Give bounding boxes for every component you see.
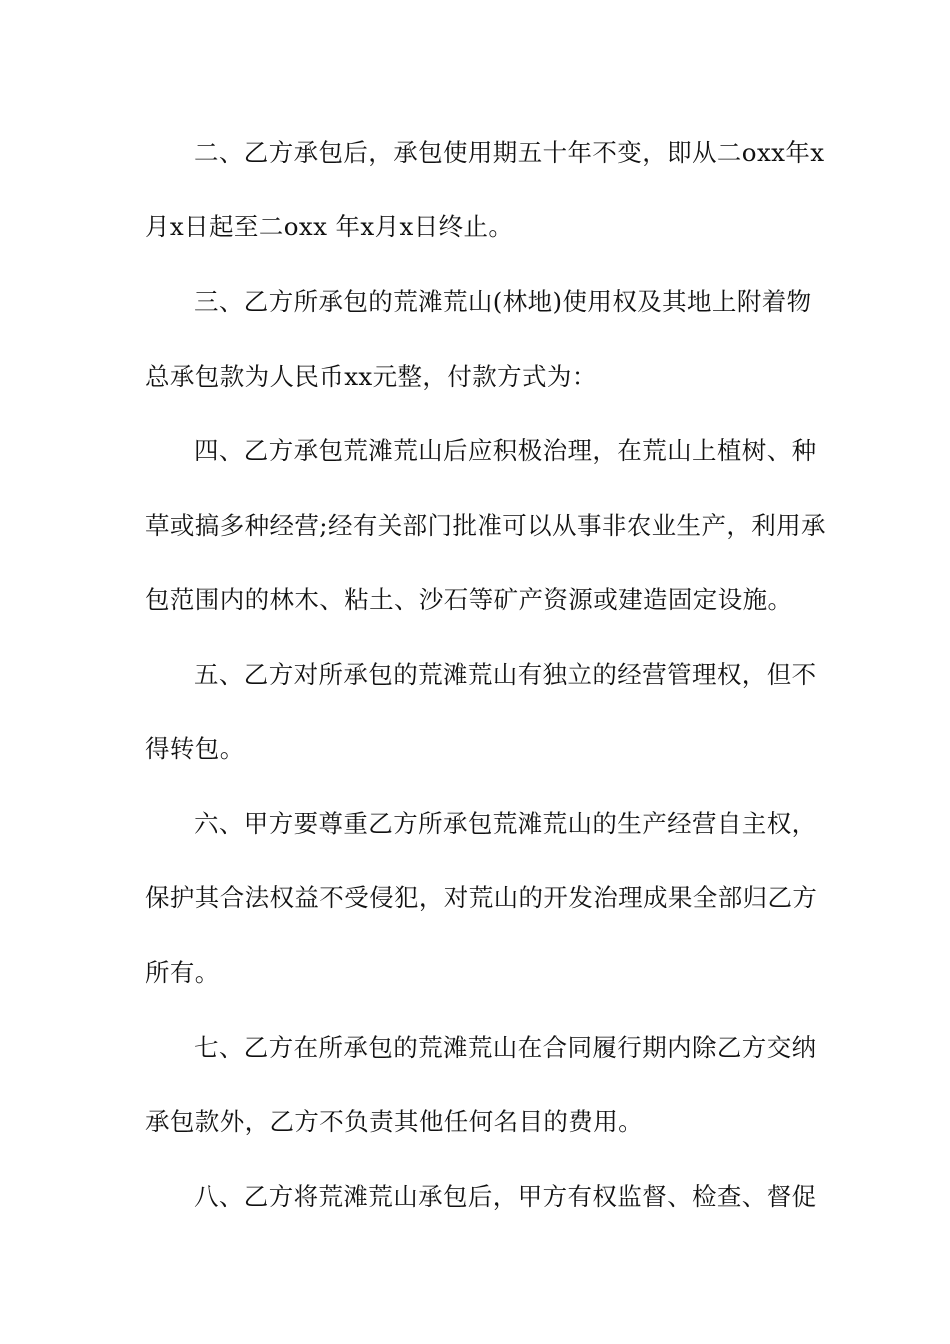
paragraph-7-line-1: 七、乙方在所承包的荒滩荒山在合同履行期内除乙方交纳 [194,1033,817,1062]
paragraph-8-line-1: 八、乙方将荒滩荒山承包后，甲方有权监督、检查、督促 [194,1182,817,1211]
paragraph-6-line-2: 保护其合法权益不受侵犯，对荒山的开发治理成果全部归乙方 [145,883,818,912]
paragraph-7-line-2: 承包款外，乙方不负责其他任何名目的费用。 [145,1107,643,1136]
paragraph-2-line-1: 二、乙方承包后，承包使用期五十年不变，即从二oxx年x [194,138,825,167]
paragraph-4-line-3: 包范围内的林木、粘土、沙石等矿产资源或建造固定设施。 [145,585,793,614]
paragraph-4-line-1: 四、乙方承包荒滩荒山后应积极治理，在荒山上植树、种 [194,436,817,465]
paragraph-4-line-2: 草或搞多种经营;经有关部门批准可以从事非农业生产，利用承 [145,511,826,540]
paragraph-3-line-2: 总承包款为人民币xx元整，付款方式为： [145,362,597,391]
paragraph-2-line-2: 月x日起至二oxx 年x月x日终止。 [145,212,514,241]
paragraph-3-line-1: 三、乙方所承包的荒滩荒山(林地)使用权及其地上附着物 [194,287,812,316]
paragraph-6-line-1: 六、甲方要尊重乙方所承包荒滩荒山的生产经营自主权， [194,809,817,838]
paragraph-5-line-1: 五、乙方对所承包的荒滩荒山有独立的经营管理权，但不 [194,660,817,689]
paragraph-5-line-2: 得转包。 [145,734,245,763]
paragraph-6-line-3: 所有。 [145,958,220,987]
